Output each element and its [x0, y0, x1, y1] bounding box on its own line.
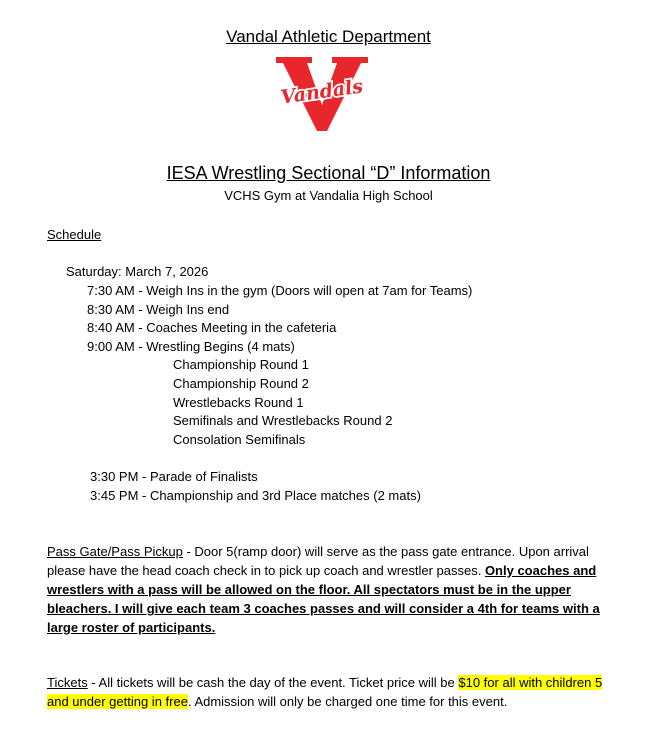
tickets-text-end: . Admission will only be charged one time for this event. [187, 694, 508, 709]
pass-gate-paragraph [47, 542, 607, 637]
schedule-heading: Schedule [47, 227, 102, 242]
schedule-item: 8:40 AM - Coaches Meeting in the cafeteria [87, 320, 337, 335]
event-location: VCHS Gym at Vandalia High School [224, 188, 433, 203]
schedule-item: 8:30 AM - Weigh Ins end [87, 302, 230, 317]
schedule-item: 3:30 PM - Parade of Finalists [90, 469, 258, 484]
department-title: Vandal Athletic Department [226, 27, 431, 46]
schedule-item: 7:30 AM - Weigh Ins in the gym (Doors will open at 7am for Teams) [87, 283, 473, 298]
pass-gate-text: - Door 5(ramp door) will serve as the pass gate entrance. Upon arrival please have the head coach check in to pick up coach and wrestler passes. [47, 544, 589, 578]
round-item: Wrestlebacks Round 1 [173, 395, 304, 410]
schedule-day: Saturday: March 7, 2026 [66, 264, 209, 279]
tickets-paragraph [47, 673, 607, 711]
pass-gate-heading: Pass Gate/Pass Pickup [47, 544, 183, 559]
vandals-logo [274, 55, 370, 133]
schedule-item: 3:45 PM - Championship and 3rd Place matches (2 mats) [90, 488, 421, 503]
round-item: Championship Round 2 [173, 376, 309, 391]
tickets-heading: Tickets [47, 675, 88, 690]
svg-text:Vandals: Vandals [279, 75, 365, 109]
round-item: Championship Round 1 [173, 357, 309, 372]
round-item: Semifinals and Wrestlebacks Round 2 [173, 413, 393, 428]
schedule-item: 9:00 AM - Wrestling Begins (4 mats) [87, 339, 295, 354]
pass-gate-rules: Only coaches and wrestlers with a pass will be allowed on the floor. All spectators must be in the upper bleachers. I will give each team 3 coaches passes and will consider a 4th for teams with a large roster of participants. [47, 563, 600, 635]
round-item: Consolation Semifinals [173, 432, 306, 447]
event-title: IESA Wrestling Sectional “D” Information [166, 163, 491, 183]
tickets-text: - All tickets will be cash the day of the event. Ticket price will be [87, 675, 459, 690]
ticket-price-highlight: $10 for all with children 5 and under getting in free [47, 675, 603, 709]
